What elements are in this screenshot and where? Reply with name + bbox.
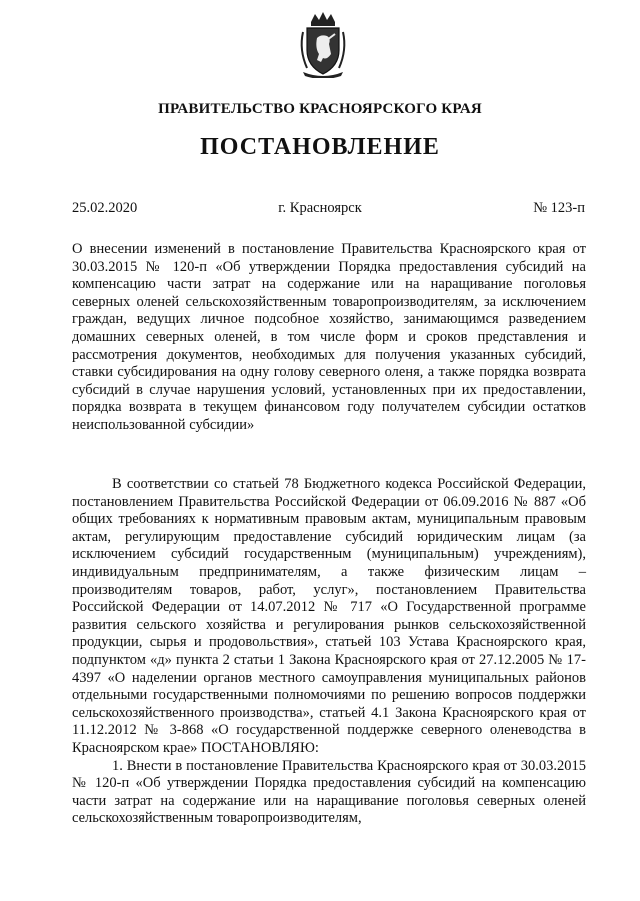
document-type-title: ПОСТАНОВЛЕНИЕ xyxy=(200,134,440,160)
coat-of-arms-emblem xyxy=(297,10,349,78)
item-1-paragraph: 1. Внести в постановление Правительства Красноярского края от 30.03.2015 № 120-п «Об утверждении Порядка предоставления субсидий на компенсацию части затрат на содержание или на наращивание поголовья северных оленей сельскохозяйственным товаропроизводителям, xyxy=(72,757,586,827)
government-title: ПРАВИТЕЛЬСТВО КРАСНОЯРСКОГО КРАЯ xyxy=(158,101,482,117)
decree-body xyxy=(72,476,586,828)
decree-subject: О внесении изменений в постановление Правительства Красноярского края от 30.03.2015 № 120-п «Об утверждении Порядка предоставления субсидий на компенсацию части затрат на содержание или на наращивание поголовья северных оленей сельскохозяйственным товаропроизводителям, за исключением граждан, ведущих личное подсобное хозяйство, занимающимся разведением домашних северных оленей, в том числе форм и сроков представления и рассмотрения документов, необходимых для получения указанных субсидий, ставки субсидирования на одну голову северного оленя, а также порядка возврата субсидий в случае нарушения условий, установленных при их предоставлении, порядка возврата в текущем финансовом году получателем субсидии остатков неиспользованной субсидии» xyxy=(72,241,586,433)
decree-city: г. Красноярск xyxy=(278,200,362,216)
preamble-paragraph: В соответствии со статьей 78 Бюджетного кодекса Российской Федерации, постановлением Правительства Российской Федерации от 06.09.2016 № 887 «Об общих требованиях к нормативным правовым актам, муниципальным правовым актам, регулирующим предоставление субсидий юридическим лицам (за исключением субсидий государственным (муниципальным) учреждениям), индивидуальным предпринимателям, а также физическим лицам – производителям товаров, работ, услуг», постановлением Правительства Российской Федерации от 14.07.2012 № 717 «О Государственной программе развития сельского хозяйства и регулирования рынков сельскохозяйственной продукции, сырья и продовольствия», статьей 103 Устава Красноярского края, подпунктом «д» пункта 2 статьи 1 Закона Красноярского края от 27.12.2005 № 17-4397 «О наделении органов местного самоуправления муниципальных районов отдельными государственными полномочиями по решению вопросов поддержки сельскохозяйственного производства», статьей 4.1 Закона Красноярского края от 11.12.2012 № 3-868 «О государственной поддержке северного оленеводства в Красноярском крае» ПОСТАНОВЛЯЮ: xyxy=(72,476,586,756)
decree-date: 25.02.2020 xyxy=(72,200,138,216)
decree-number: № 123-п xyxy=(533,200,585,216)
